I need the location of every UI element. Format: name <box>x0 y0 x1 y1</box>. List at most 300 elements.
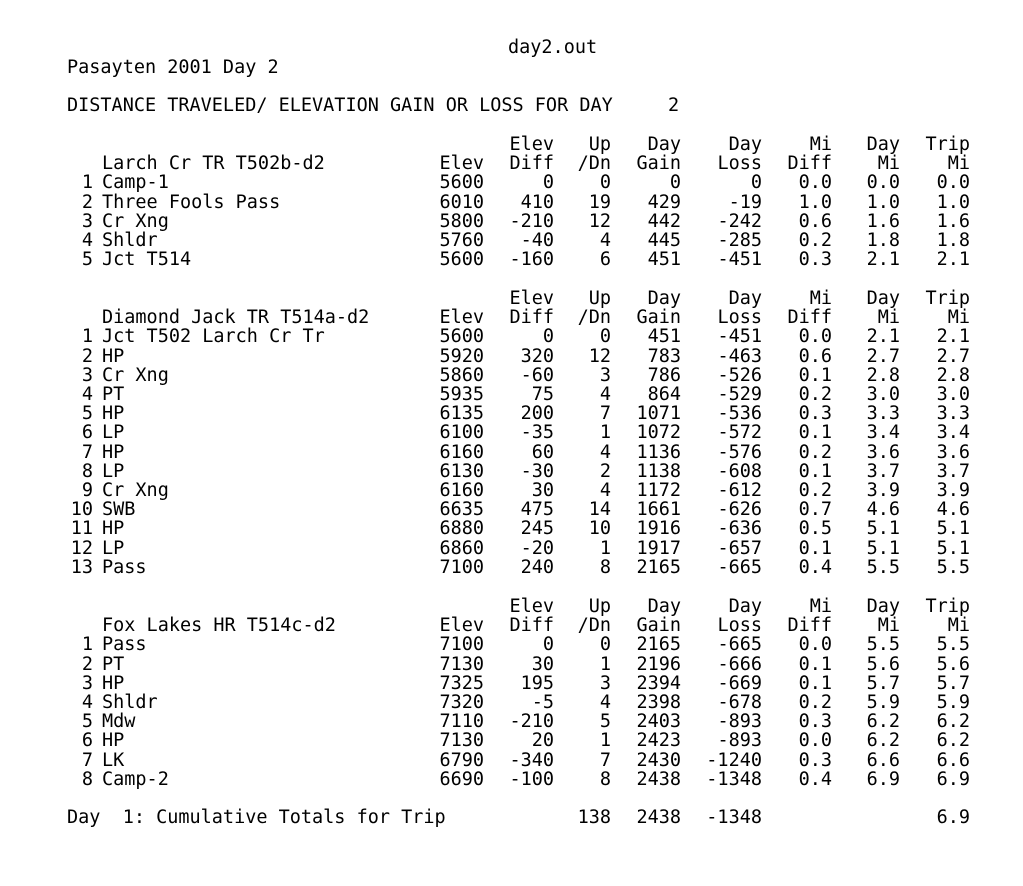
cell-trip-mi: 4.6 <box>936 499 970 521</box>
totals-trip-mi: 6.9 <box>936 807 970 828</box>
cell-mi-diff: 0.0 <box>798 172 832 194</box>
cell-trip-mi: 1.6 <box>936 210 970 232</box>
row-index: 2 <box>81 345 93 367</box>
cell-day-mi: 3.7 <box>866 460 900 482</box>
cell-day-loss: -451 <box>717 249 762 271</box>
report-subheading-day: 2 <box>668 95 680 116</box>
cell-elev-diff: -210 <box>509 210 554 232</box>
cell-day-loss: -1240 <box>706 749 762 771</box>
cell-up-dn: 19 <box>588 191 611 213</box>
cell-elev-diff: 475 <box>520 499 554 521</box>
cell-mi-diff: 0.0 <box>798 634 832 656</box>
row-index: 13 <box>70 556 93 578</box>
cell-day-mi: 3.9 <box>866 480 900 501</box>
cell-day-gain: 1916 <box>636 518 681 540</box>
row-index: 2 <box>81 653 93 675</box>
row-index: 7 <box>81 749 93 771</box>
location-name: Shldr <box>102 230 158 251</box>
location-name: Shldr <box>102 692 158 713</box>
cell-elev-diff: -340 <box>509 749 554 771</box>
row-index: 8 <box>81 768 93 790</box>
column-header-top-elev-diff: Elev <box>509 596 554 617</box>
row-index: 10 <box>70 499 93 521</box>
cell-mi-diff: 0.2 <box>798 441 832 463</box>
cell-day-gain: 1071 <box>636 403 681 425</box>
cell-up-dn: 4 <box>599 230 611 251</box>
cell-day-gain: 2165 <box>636 556 681 578</box>
cell-day-mi: 6.2 <box>866 730 900 752</box>
column-header-bottom-elev: Elev <box>439 615 484 637</box>
column-header-top-day-loss: Day <box>728 134 762 155</box>
cell-elev: 6160 <box>439 480 484 501</box>
cell-day-mi: 1.6 <box>866 210 900 232</box>
column-header-bottom-elev: Elev <box>439 153 484 175</box>
cell-day-loss: -893 <box>717 711 762 733</box>
cell-day-mi: 3.0 <box>866 384 900 405</box>
column-header-top-day-loss: Day <box>728 288 762 309</box>
cell-trip-mi: 3.4 <box>936 422 970 444</box>
cell-mi-diff: 0.3 <box>798 403 832 425</box>
column-header-top-day-loss: Day <box>728 596 762 617</box>
cell-elev: 7100 <box>439 634 484 656</box>
cell-day-mi: 4.6 <box>866 499 900 521</box>
column-header-bottom-elev-diff: Diff <box>509 153 554 175</box>
cell-day-mi: 2.1 <box>866 249 900 271</box>
cell-elev-diff: 75 <box>531 384 554 405</box>
cell-elev: 5600 <box>439 172 484 194</box>
column-header-bottom-day-loss: Loss <box>717 153 762 175</box>
cell-elev-diff: 20 <box>531 730 554 752</box>
column-header-bottom-day-gain: Gain <box>636 615 681 637</box>
cell-day-mi: 2.8 <box>866 364 900 386</box>
cell-day-mi: 1.0 <box>866 191 900 213</box>
cell-mi-diff: 0.2 <box>798 480 832 501</box>
location-name: Jct T514 <box>102 249 192 271</box>
cell-day-gain: 2423 <box>636 730 681 752</box>
cell-day-loss: -665 <box>717 556 762 578</box>
row-index: 1 <box>81 634 93 656</box>
location-name: Mdw <box>102 711 136 733</box>
cell-trip-mi: 5.9 <box>936 692 970 713</box>
row-index: 12 <box>70 537 93 559</box>
cell-elev-diff: -60 <box>520 364 554 386</box>
cell-elev: 7110 <box>439 711 484 733</box>
column-header-bottom-day-gain: Gain <box>636 153 681 175</box>
cell-trip-mi: 5.6 <box>936 653 970 675</box>
column-header-top-mi-diff: Mi <box>809 596 832 617</box>
column-header-bottom-trip-mi: Mi <box>947 153 970 175</box>
cell-trip-mi: 6.2 <box>936 730 970 752</box>
cell-day-loss: -572 <box>717 422 762 444</box>
row-index: 7 <box>81 441 93 463</box>
column-header-top-mi-diff: Mi <box>809 134 832 155</box>
cell-day-mi: 3.3 <box>866 403 900 425</box>
cell-day-mi: 6.2 <box>866 711 900 733</box>
cell-elev: 7320 <box>439 692 484 713</box>
cell-mi-diff: 0.0 <box>798 326 832 348</box>
cell-elev: 5935 <box>439 384 484 405</box>
cell-trip-mi: 3.0 <box>936 384 970 405</box>
column-header-bottom-up-dn: /Dn <box>577 615 611 637</box>
cell-day-gain: 1917 <box>636 537 681 559</box>
column-header-bottom-up-dn: /Dn <box>577 307 611 329</box>
cell-mi-diff: 0.3 <box>798 749 832 771</box>
row-index: 11 <box>70 518 93 540</box>
column-header-bottom-trip-mi: Mi <box>947 615 970 637</box>
cell-day-gain: 2430 <box>636 749 681 771</box>
cell-up-dn: 3 <box>599 364 611 386</box>
location-name: Camp-2 <box>102 768 169 790</box>
row-index: 4 <box>81 384 93 405</box>
cell-trip-mi: 5.1 <box>936 518 970 540</box>
cell-mi-diff: 0.2 <box>798 230 832 251</box>
cell-up-dn: 2 <box>599 460 611 482</box>
cell-elev: 5860 <box>439 364 484 386</box>
cell-day-gain: 2403 <box>636 711 681 733</box>
cell-elev: 6690 <box>439 768 484 790</box>
cell-elev-diff: 200 <box>520 403 554 425</box>
cell-mi-diff: 0.6 <box>798 345 832 367</box>
location-name: Jct T502 Larch Cr Tr <box>102 326 325 348</box>
cell-up-dn: 1 <box>599 730 611 752</box>
cell-mi-diff: 0.3 <box>798 711 832 733</box>
cell-day-loss: -666 <box>717 653 762 675</box>
column-header-top-trip-mi: Trip <box>925 596 970 617</box>
cell-day-gain: 0 <box>669 172 681 194</box>
cell-day-loss: -536 <box>717 403 762 425</box>
cell-trip-mi: 1.8 <box>936 230 970 251</box>
cell-day-mi: 2.7 <box>866 345 900 367</box>
location-name: LK <box>102 749 125 771</box>
column-header-top-day-mi: Day <box>866 596 900 617</box>
location-name: HP <box>102 518 125 540</box>
cell-mi-diff: 0.2 <box>798 692 832 713</box>
row-index: 6 <box>81 730 93 752</box>
cell-elev-diff: 410 <box>520 191 554 213</box>
column-header-bottom-day-mi: Mi <box>877 307 900 329</box>
cell-elev-diff: -100 <box>509 768 554 790</box>
cell-elev: 6160 <box>439 441 484 463</box>
cell-elev: 7130 <box>439 653 484 675</box>
cell-trip-mi: 2.7 <box>936 345 970 367</box>
cell-day-mi: 5.9 <box>866 692 900 713</box>
cell-elev: 7130 <box>439 730 484 752</box>
cell-day-loss: -678 <box>717 692 762 713</box>
column-header-top-day-gain: Day <box>647 288 681 309</box>
location-name: LP <box>102 422 125 444</box>
cell-day-mi: 5.1 <box>866 537 900 559</box>
cell-mi-diff: 0.4 <box>798 556 832 578</box>
column-header-top-day-mi: Day <box>866 288 900 309</box>
cell-mi-diff: 0.1 <box>798 422 832 444</box>
cell-trip-mi: 0.0 <box>936 172 970 194</box>
cell-trip-mi: 6.6 <box>936 749 970 771</box>
cell-day-loss: -893 <box>717 730 762 752</box>
cell-day-gain: 2165 <box>636 634 681 656</box>
column-header-top-elev-diff: Elev <box>509 288 554 309</box>
cell-day-loss: 0 <box>750 172 762 194</box>
cell-up-dn: 0 <box>599 172 611 194</box>
row-index: 1 <box>81 326 93 348</box>
cell-trip-mi: 2.1 <box>936 326 970 348</box>
location-name: PT <box>102 384 125 405</box>
cell-up-dn: 4 <box>599 480 611 501</box>
column-header-bottom-day-mi: Mi <box>877 615 900 637</box>
cell-elev-diff: 240 <box>520 556 554 578</box>
column-header-top-day-gain: Day <box>647 134 681 155</box>
row-index: 5 <box>81 249 93 271</box>
column-header-bottom-mi-diff: Diff <box>787 615 832 637</box>
location-name: Pass <box>102 556 147 578</box>
cell-day-gain: 1172 <box>636 480 681 501</box>
cell-up-dn: 1 <box>599 537 611 559</box>
cell-day-loss: -1348 <box>706 768 762 790</box>
row-index: 6 <box>81 422 93 444</box>
column-header-top-day-gain: Day <box>647 596 681 617</box>
cell-day-gain: 786 <box>647 364 681 386</box>
cell-trip-mi: 5.7 <box>936 672 970 694</box>
cell-day-loss: -608 <box>717 460 762 482</box>
cell-day-loss: -636 <box>717 518 762 540</box>
cell-up-dn: 10 <box>588 518 611 540</box>
cell-mi-diff: 0.3 <box>798 249 832 271</box>
cell-elev-diff: -160 <box>509 249 554 271</box>
cell-elev-diff: 30 <box>531 653 554 675</box>
cell-elev-diff: -30 <box>520 460 554 482</box>
row-index: 1 <box>81 172 93 194</box>
report-subheading-text: DISTANCE TRAVELED/ ELEVATION GAIN OR LOSS FOR DAY <box>67 95 613 116</box>
cell-up-dn: 1 <box>599 422 611 444</box>
cell-elev-diff: -210 <box>509 711 554 733</box>
cell-elev-diff: 0 <box>542 172 554 194</box>
location-name: PT <box>102 653 125 675</box>
cell-elev-diff: -40 <box>520 230 554 251</box>
cell-day-loss: -285 <box>717 230 762 251</box>
location-name: HP <box>102 345 125 367</box>
cell-trip-mi: 1.0 <box>936 191 970 213</box>
location-name: Pass <box>102 634 147 656</box>
row-index: 5 <box>81 711 93 733</box>
cell-day-mi: 3.6 <box>866 441 900 463</box>
cell-up-dn: 8 <box>599 768 611 790</box>
column-header-top-up-dn: Up <box>588 596 611 617</box>
cell-trip-mi: 5.1 <box>936 537 970 559</box>
cell-day-gain: 451 <box>647 326 681 348</box>
cell-day-loss: -576 <box>717 441 762 463</box>
column-header-top-up-dn: Up <box>588 288 611 309</box>
column-header-bottom-mi-diff: Diff <box>787 307 832 329</box>
cell-day-mi: 1.8 <box>866 230 900 251</box>
column-header-bottom-up-dn: /Dn <box>577 153 611 175</box>
cell-elev-diff: 195 <box>520 672 554 694</box>
cell-elev-diff: -35 <box>520 422 554 444</box>
file-title: day2.out <box>508 37 598 58</box>
cell-day-loss: -463 <box>717 345 762 367</box>
row-index: 3 <box>81 672 93 694</box>
cell-day-gain: 1136 <box>636 441 681 463</box>
cell-up-dn: 1 <box>599 653 611 675</box>
cell-elev-diff: 0 <box>542 326 554 348</box>
section-title: Larch Cr TR T502b-d2 <box>102 153 325 175</box>
totals-gain: 2438 <box>636 807 681 828</box>
cell-up-dn: 14 <box>588 499 611 521</box>
cell-day-loss: -669 <box>717 672 762 694</box>
cell-day-gain: 1661 <box>636 499 681 521</box>
cell-day-gain: 445 <box>647 230 681 251</box>
cell-elev: 6135 <box>439 403 484 425</box>
cell-elev: 5600 <box>439 326 484 348</box>
cell-trip-mi: 2.1 <box>936 249 970 271</box>
cell-day-gain: 451 <box>647 249 681 271</box>
cell-day-mi: 3.4 <box>866 422 900 444</box>
cell-mi-diff: 0.4 <box>798 768 832 790</box>
location-name: LP <box>102 537 125 559</box>
cell-day-mi: 6.6 <box>866 749 900 771</box>
cell-trip-mi: 6.9 <box>936 768 970 790</box>
cell-elev: 6635 <box>439 499 484 521</box>
cell-elev-diff: 0 <box>542 634 554 656</box>
row-index: 3 <box>81 364 93 386</box>
column-header-bottom-elev-diff: Diff <box>509 307 554 329</box>
cell-trip-mi: 6.2 <box>936 711 970 733</box>
cell-mi-diff: 0.6 <box>798 210 832 232</box>
cell-up-dn: 0 <box>599 326 611 348</box>
cell-mi-diff: 0.1 <box>798 460 832 482</box>
cell-day-gain: 1072 <box>636 422 681 444</box>
column-header-top-up-dn: Up <box>588 134 611 155</box>
cell-day-gain: 2398 <box>636 692 681 713</box>
cell-day-gain: 2394 <box>636 672 681 694</box>
cell-elev-diff: 30 <box>531 480 554 501</box>
location-name: HP <box>102 441 125 463</box>
cell-elev: 6100 <box>439 422 484 444</box>
totals-up-dn: 138 <box>577 807 611 828</box>
cell-day-loss: -526 <box>717 364 762 386</box>
cell-day-gain: 2438 <box>636 768 681 790</box>
column-header-top-trip-mi: Trip <box>925 134 970 155</box>
location-name: HP <box>102 403 125 425</box>
row-index: 5 <box>81 403 93 425</box>
cell-day-loss: -626 <box>717 499 762 521</box>
cell-trip-mi: 5.5 <box>936 634 970 656</box>
cell-day-loss: -529 <box>717 384 762 405</box>
cell-up-dn: 5 <box>599 711 611 733</box>
totals-loss: -1348 <box>706 807 762 828</box>
cell-elev: 7100 <box>439 556 484 578</box>
cell-up-dn: 12 <box>588 345 611 367</box>
column-header-bottom-day-loss: Loss <box>717 307 762 329</box>
cell-elev: 6860 <box>439 537 484 559</box>
totals-label: Day 1: Cumulative Totals for Trip <box>67 807 446 828</box>
cell-elev: 6880 <box>439 518 484 540</box>
cell-elev: 6130 <box>439 460 484 482</box>
cell-mi-diff: 0.1 <box>798 364 832 386</box>
cell-day-loss: -657 <box>717 537 762 559</box>
location-name: LP <box>102 460 125 482</box>
section-title: Diamond Jack TR T514a-d2 <box>102 307 370 329</box>
cell-up-dn: 7 <box>599 749 611 771</box>
cell-day-loss: -19 <box>728 191 762 213</box>
cell-up-dn: 4 <box>599 441 611 463</box>
location-name: Three Fools Pass <box>102 191 281 213</box>
row-index: 2 <box>81 191 93 213</box>
cell-up-dn: 8 <box>599 556 611 578</box>
cell-elev-diff: -5 <box>531 692 554 713</box>
cell-elev: 5800 <box>439 210 484 232</box>
location-name: SWB <box>102 499 136 521</box>
cell-trip-mi: 3.9 <box>936 480 970 501</box>
cell-elev: 6790 <box>439 749 484 771</box>
cell-elev: 5760 <box>439 230 484 251</box>
column-header-bottom-elev-diff: Diff <box>509 615 554 637</box>
cell-elev-diff: 60 <box>531 441 554 463</box>
cell-day-mi: 5.6 <box>866 653 900 675</box>
cell-up-dn: 12 <box>588 210 611 232</box>
cell-day-loss: -612 <box>717 480 762 501</box>
column-header-bottom-mi-diff: Diff <box>787 153 832 175</box>
cell-elev-diff: -20 <box>520 537 554 559</box>
column-header-bottom-trip-mi: Mi <box>947 307 970 329</box>
column-header-bottom-elev: Elev <box>439 307 484 329</box>
cell-day-gain: 783 <box>647 345 681 367</box>
cell-trip-mi: 3.6 <box>936 441 970 463</box>
cell-day-mi: 5.5 <box>866 556 900 578</box>
cell-up-dn: 0 <box>599 634 611 656</box>
cell-mi-diff: 1.0 <box>798 191 832 213</box>
column-header-top-trip-mi: Trip <box>925 288 970 309</box>
cell-day-gain: 442 <box>647 210 681 232</box>
location-name: HP <box>102 730 125 752</box>
cell-day-mi: 5.7 <box>866 672 900 694</box>
cell-up-dn: 4 <box>599 692 611 713</box>
cell-day-mi: 2.1 <box>866 326 900 348</box>
cell-day-mi: 5.1 <box>866 518 900 540</box>
location-name: Cr Xng <box>102 480 169 501</box>
location-name: Cr Xng <box>102 364 169 386</box>
row-index: 9 <box>81 480 93 501</box>
location-name: HP <box>102 672 125 694</box>
cell-day-gain: 864 <box>647 384 681 405</box>
column-header-bottom-day-mi: Mi <box>877 153 900 175</box>
cell-elev-diff: 320 <box>520 345 554 367</box>
location-name: Camp-1 <box>102 172 169 194</box>
cell-day-loss: -242 <box>717 210 762 232</box>
column-header-top-day-mi: Day <box>866 134 900 155</box>
report-heading: Pasayten 2001 Day 2 <box>67 57 279 78</box>
cell-day-gain: 1138 <box>636 460 681 482</box>
cell-mi-diff: 0.1 <box>798 672 832 694</box>
cell-mi-diff: 0.1 <box>798 653 832 675</box>
cell-mi-diff: 0.0 <box>798 730 832 752</box>
row-index: 3 <box>81 210 93 232</box>
cell-elev: 5920 <box>439 345 484 367</box>
cell-mi-diff: 0.5 <box>798 518 832 540</box>
cell-elev-diff: 245 <box>520 518 554 540</box>
cell-trip-mi: 5.5 <box>936 556 970 578</box>
cell-day-mi: 5.5 <box>866 634 900 656</box>
cell-up-dn: 3 <box>599 672 611 694</box>
column-header-bottom-day-loss: Loss <box>717 615 762 637</box>
cell-day-mi: 6.9 <box>866 768 900 790</box>
column-header-top-mi-diff: Mi <box>809 288 832 309</box>
row-index: 4 <box>81 692 93 713</box>
cell-mi-diff: 0.7 <box>798 499 832 521</box>
cell-mi-diff: 0.2 <box>798 384 832 405</box>
cell-up-dn: 4 <box>599 384 611 405</box>
cell-trip-mi: 3.3 <box>936 403 970 425</box>
cell-day-mi: 0.0 <box>866 172 900 194</box>
cell-elev: 5600 <box>439 249 484 271</box>
